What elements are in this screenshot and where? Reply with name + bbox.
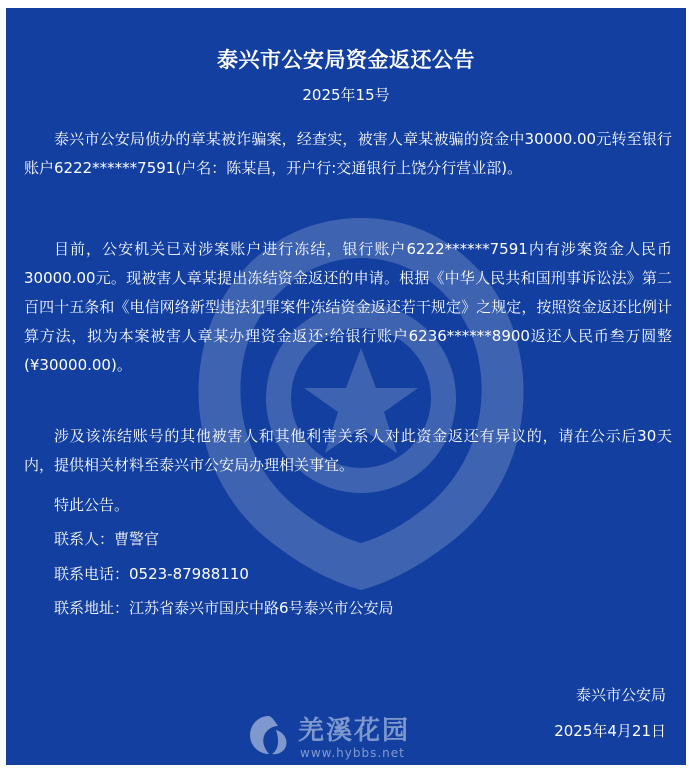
closing-text: 特此公告。 [54,496,130,514]
paragraph-objection-notice: 涉及该冻结账号的其他被害人和其他利害关系人对此资金返还有异议的，请在公示后30天内，提供相关材料至泰兴市公安局办理相关事宜。 [24,427,672,474]
notice-number: 2025年15号 [302,86,390,104]
notice-board [6,8,686,765]
contact-address: 联系地址：江苏省泰兴市国庆中路6号泰兴市公安局 [54,599,394,617]
paragraph-refund-plan: 目前，公安机关已对涉案账户进行冻结，银行账户6222******7591内有涉案资金人民币30000.00元。现被害人章某提出冻结资金返还的申请。根据《中华人民共和国刑事诉讼法》第二百四十五条和《电信网络新型违法犯罪案件冻结资金返还若干规定》之规定，按照资金返还比例计算方法，拟为本案被害人章某办理资金返还:给银行账户6236******8900返还人民币叁万圆整(¥30000.00)。 [24,240,672,374]
signature-date: 2025年4月21日 [554,722,666,740]
signature-organization: 泰兴市公安局 [575,686,666,704]
site-logo-icon [246,712,292,758]
watermark-site-name: 羌溪花园 [298,716,411,746]
site-watermark [246,708,456,764]
watermark-site-url: www.hybbs.net [300,746,405,760]
paragraph-case-details: 泰兴市公安局侦办的章某被诈骗案，经查实，被害人章某被骗的资金中30000.00元转至银行账户6222******7591(户名：陈某昌，开户行:交通银行上饶分行营业部)。 [24,130,672,177]
contact-phone: 联系电话：0523-87988110 [54,565,249,583]
contact-person: 联系人：曹警官 [54,530,160,548]
notice-title: 泰兴市公安局资金返还公告 [217,48,475,72]
